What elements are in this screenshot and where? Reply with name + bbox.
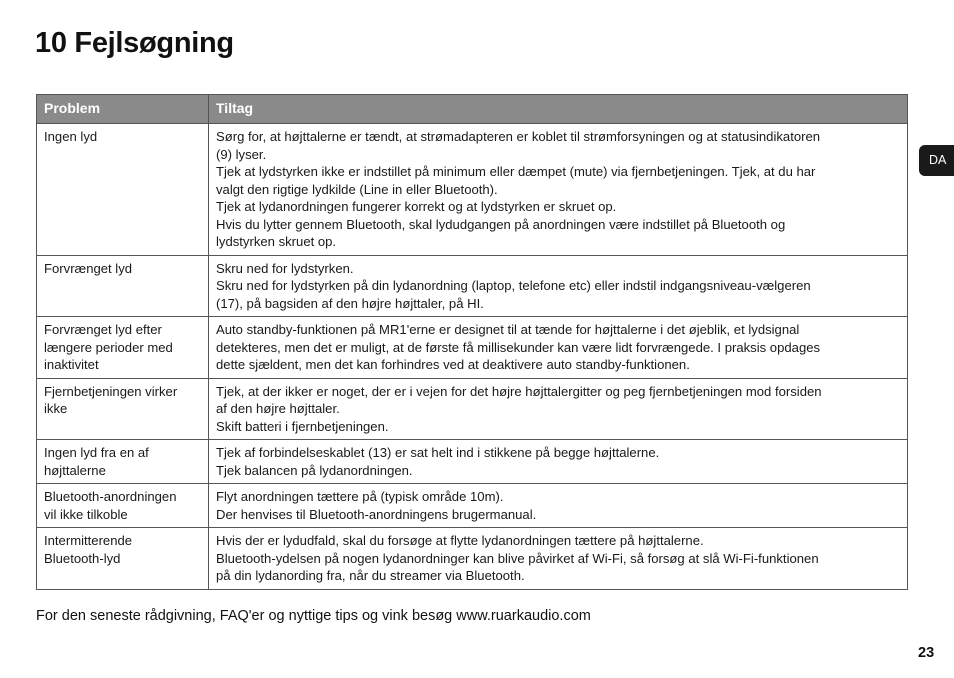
problem-cell	[37, 528, 209, 590]
problem-cell	[37, 317, 209, 379]
language-tab: DA	[919, 145, 954, 176]
solution-text-line: Tjek af forbindelseskablet (13) er sat helt ind i stikkene på begge højttalerne.	[216, 445, 660, 460]
page-title: 10 Fejlsøgning	[35, 27, 234, 59]
table-row	[37, 378, 908, 440]
solution-text-line: (17), på bagsiden af den højre højttaler, på HI.	[216, 295, 484, 311]
solution-text-line: Bluetooth-ydelsen på nogen lydanordninger kan blive påvirket af Wi-Fi, så forsøg at slå Wi-Fi-funktionen	[216, 550, 819, 566]
solution-text-line: Tjek, at der ikker er noget, der er i vejen for det højre højttalergitter og peg fjernbetjeningen mod forsiden	[216, 383, 822, 399]
problem-text-line: Ingen lyd	[44, 129, 98, 144]
problem-text-line: vil ikke tilkoble	[44, 506, 128, 522]
solution-cell	[209, 528, 908, 590]
solution-text-line: Flyt anordningen tættere på (typisk område 10m).	[216, 489, 504, 504]
solution-cell	[209, 317, 908, 379]
solution-text-line: Hvis du lytter gennem Bluetooth, skal lydudgangen på anordningen være indstillet på Bluetooth og	[216, 216, 786, 232]
problem-text-line: Ingen lyd fra en af	[44, 445, 149, 460]
solution-text-line: dette sjældent, men det kan forhindres ved at deaktivere auto standby-funktionen.	[216, 357, 690, 372]
column-header-problem: Problem	[37, 95, 209, 124]
solution-cell	[209, 440, 908, 484]
table-row	[37, 484, 908, 528]
table-row	[37, 528, 908, 590]
solution-text-line: Tjek balancen på lydanordningen.	[216, 462, 413, 478]
solution-text-line: Skru ned for lydstyrken.	[216, 260, 354, 276]
problem-text-line: Intermitterende	[44, 533, 133, 548]
column-header-solution: Tiltag	[209, 95, 908, 124]
problem-text-line: Fjernbetjeningen virker	[44, 383, 178, 399]
problem-cell	[37, 484, 209, 528]
solution-text-line: valgt den rigtige lydkilde (Line in eller Bluetooth).	[216, 181, 498, 197]
problem-text-line: højttalerne	[44, 462, 106, 478]
problem-text-line: Forvrænget lyd efter	[44, 322, 162, 337]
footer-text: For den seneste rådgivning, FAQ'er og nyttige tips og vink besøg www.ruarkaudio.com	[36, 608, 591, 624]
solution-text-line: detekteres, men det er muligt, at de første få millisekunder kan være lidt forvrængede. I praksis opdages	[216, 339, 821, 355]
solution-text-line: på din lydanording fra, når du streamer via Bluetooth.	[216, 568, 525, 583]
problem-text-line: Bluetooth-anordningen	[44, 489, 177, 504]
solution-text-line: Tjek at lydanordningen fungerer korrekt og at lydstyrken er skruet op.	[216, 199, 617, 214]
problem-text-line: længere perioder med	[44, 339, 173, 355]
solution-text-line: (9) lyser.	[216, 146, 267, 162]
solution-cell	[209, 378, 908, 440]
solution-text-line: Tjek at lydstyrken ikke er indstillet på minimum eller dæmpet (mute) via fjernbetjeningen. Tjek, at du har	[216, 164, 816, 179]
solution-text-line: af den højre højttaler.	[216, 401, 340, 416]
solution-text-line: Skift batteri i fjernbetjeningen.	[216, 418, 389, 434]
problem-cell	[37, 124, 209, 256]
solution-text-line: lydstyrken skruet op.	[216, 234, 337, 249]
problem-cell	[37, 255, 209, 317]
table-row	[37, 255, 908, 317]
table-row	[37, 124, 908, 256]
problem-cell	[37, 440, 209, 484]
solution-text-line: Skru ned for lydstyrken på din lydanordning (laptop, telefone etc) eller indstil indgangsniveau-vælgeren	[216, 278, 811, 293]
troubleshooting-table	[36, 94, 908, 590]
page-number: 23	[918, 645, 935, 661]
problem-text-line: Forvrænget lyd	[44, 260, 133, 276]
solution-text-line: Sørg for, at højttalerne er tændt, at strømadapteren er koblet til strømforsyningen og at statusindikatoren	[216, 129, 821, 144]
problem-text-line: ikke	[44, 401, 68, 416]
table-body	[37, 124, 908, 590]
problem-text-line: Bluetooth-lyd	[44, 550, 121, 566]
solution-text-line: Auto standby-funktionen på MR1'erne er designet til at tænde for højttalerne i det øjeblik, et lydsignal	[216, 322, 800, 337]
solution-cell	[209, 484, 908, 528]
table-row	[37, 440, 908, 484]
solution-cell	[209, 255, 908, 317]
solution-text-line: Hvis der er lydudfald, skal du forsøge at flytte lydanordningen tættere på højttalerne.	[216, 533, 704, 548]
solution-cell	[209, 124, 908, 256]
table-header-row	[37, 95, 908, 124]
table-row	[37, 317, 908, 379]
problem-text-line: inaktivitet	[44, 357, 99, 372]
solution-text-line: Der henvises til Bluetooth-anordningens brugermanual.	[216, 506, 537, 522]
problem-cell	[37, 378, 209, 440]
